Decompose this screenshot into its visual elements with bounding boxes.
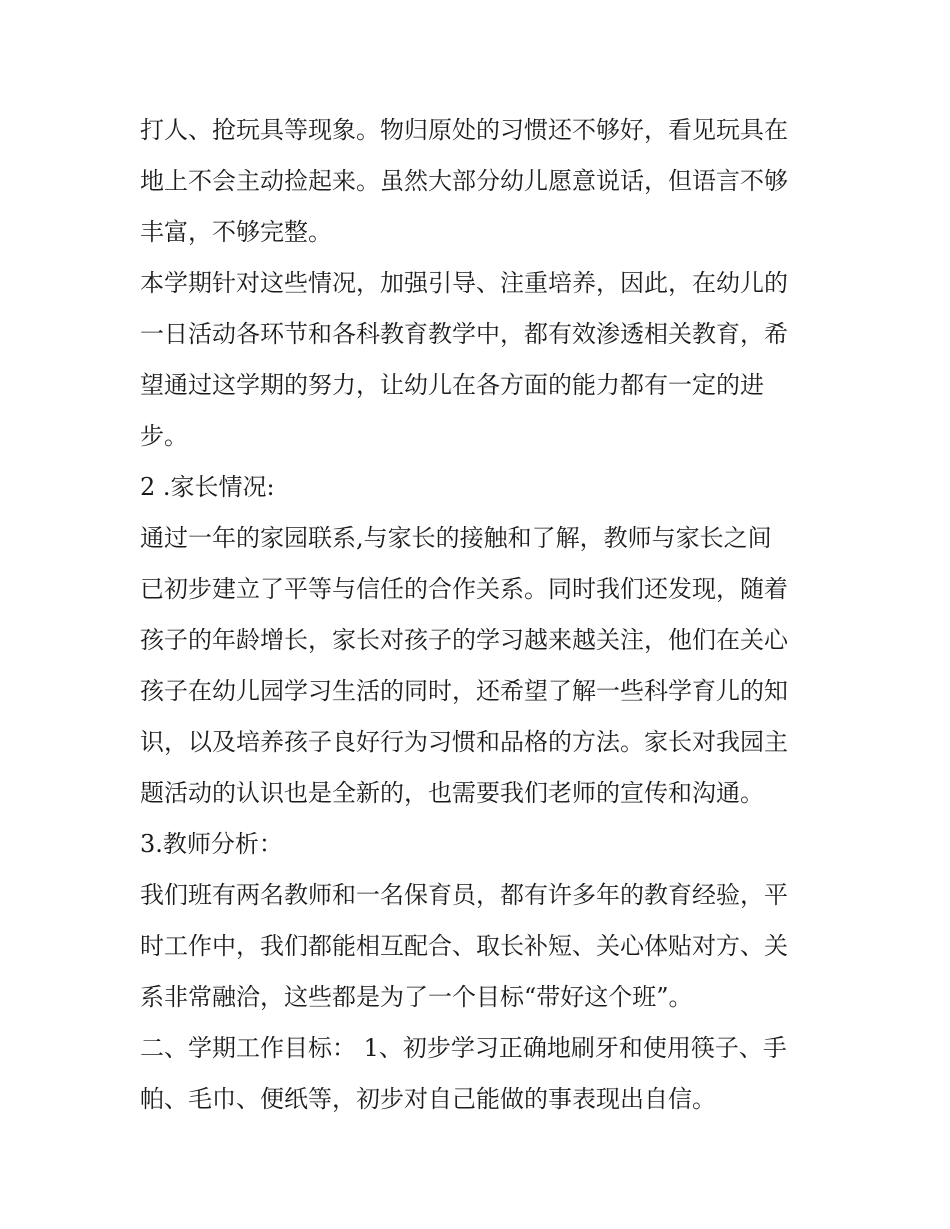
text-line: 题活动的认识也是全新的，也需要我们老师的宣传和沟通。 — [140, 779, 764, 807]
text-line: 步。 — [140, 422, 188, 450]
text-line: 帕、毛巾、便纸等，初步对自己能做的事表现出自信。 — [140, 1085, 716, 1113]
text-line: 本学期针对这些情况，加强引导、注重培养，因此，在幼儿的 — [140, 269, 788, 297]
text-line: 孩子在幼儿园学习生活的同时，还希望了解一些科学育儿的知 — [140, 677, 788, 705]
text-line: 系非常融洽，这些都是为了一个目标“带好这个班”。 — [140, 983, 693, 1011]
section-heading: 3.教师分析： — [140, 830, 283, 858]
text-line: 打人、抢玩具等现象。物归原处的习惯还不够好，看见玩具在 — [140, 116, 788, 144]
text-line: 望通过这学期的努力，让幼儿在各方面的能力都有一定的进 — [140, 371, 764, 399]
text-line: 时工作中，我们都能相互配合、取长补短、关心体贴对方、关 — [140, 932, 788, 960]
text-line: 丰富，不够完整。 — [140, 218, 332, 246]
text-line: 通过一年的家园联系,与家长的接触和了解，教师与家长之间 — [140, 524, 772, 552]
text-line: 一日活动各环节和各科教育教学中，都有效渗透相关教育，希 — [140, 320, 788, 348]
section-heading: 2 .家长情况: — [140, 473, 275, 501]
text-line: 我们班有两名教师和一名保育员，都有许多年的教育经验，平 — [140, 881, 788, 909]
text-line: 地上不会主动捡起来。虽然大部分幼儿愿意说话，但语言不够 — [140, 167, 788, 195]
text-line: 孩子的年龄增长，家长对孩子的学习越来越关注，他们在关心 — [140, 626, 788, 654]
text-line: 已初步建立了平等与信任的合作关系。同时我们还发现，随着 — [140, 575, 788, 603]
text-line: 二、学期工作目标： 1、初步学习正确地刷牙和使用筷子、手 — [140, 1034, 787, 1062]
document-body — [140, 105, 820, 1125]
text-line: 识，以及培养孩子良好行为习惯和品格的方法。家长对我园主 — [140, 728, 788, 756]
